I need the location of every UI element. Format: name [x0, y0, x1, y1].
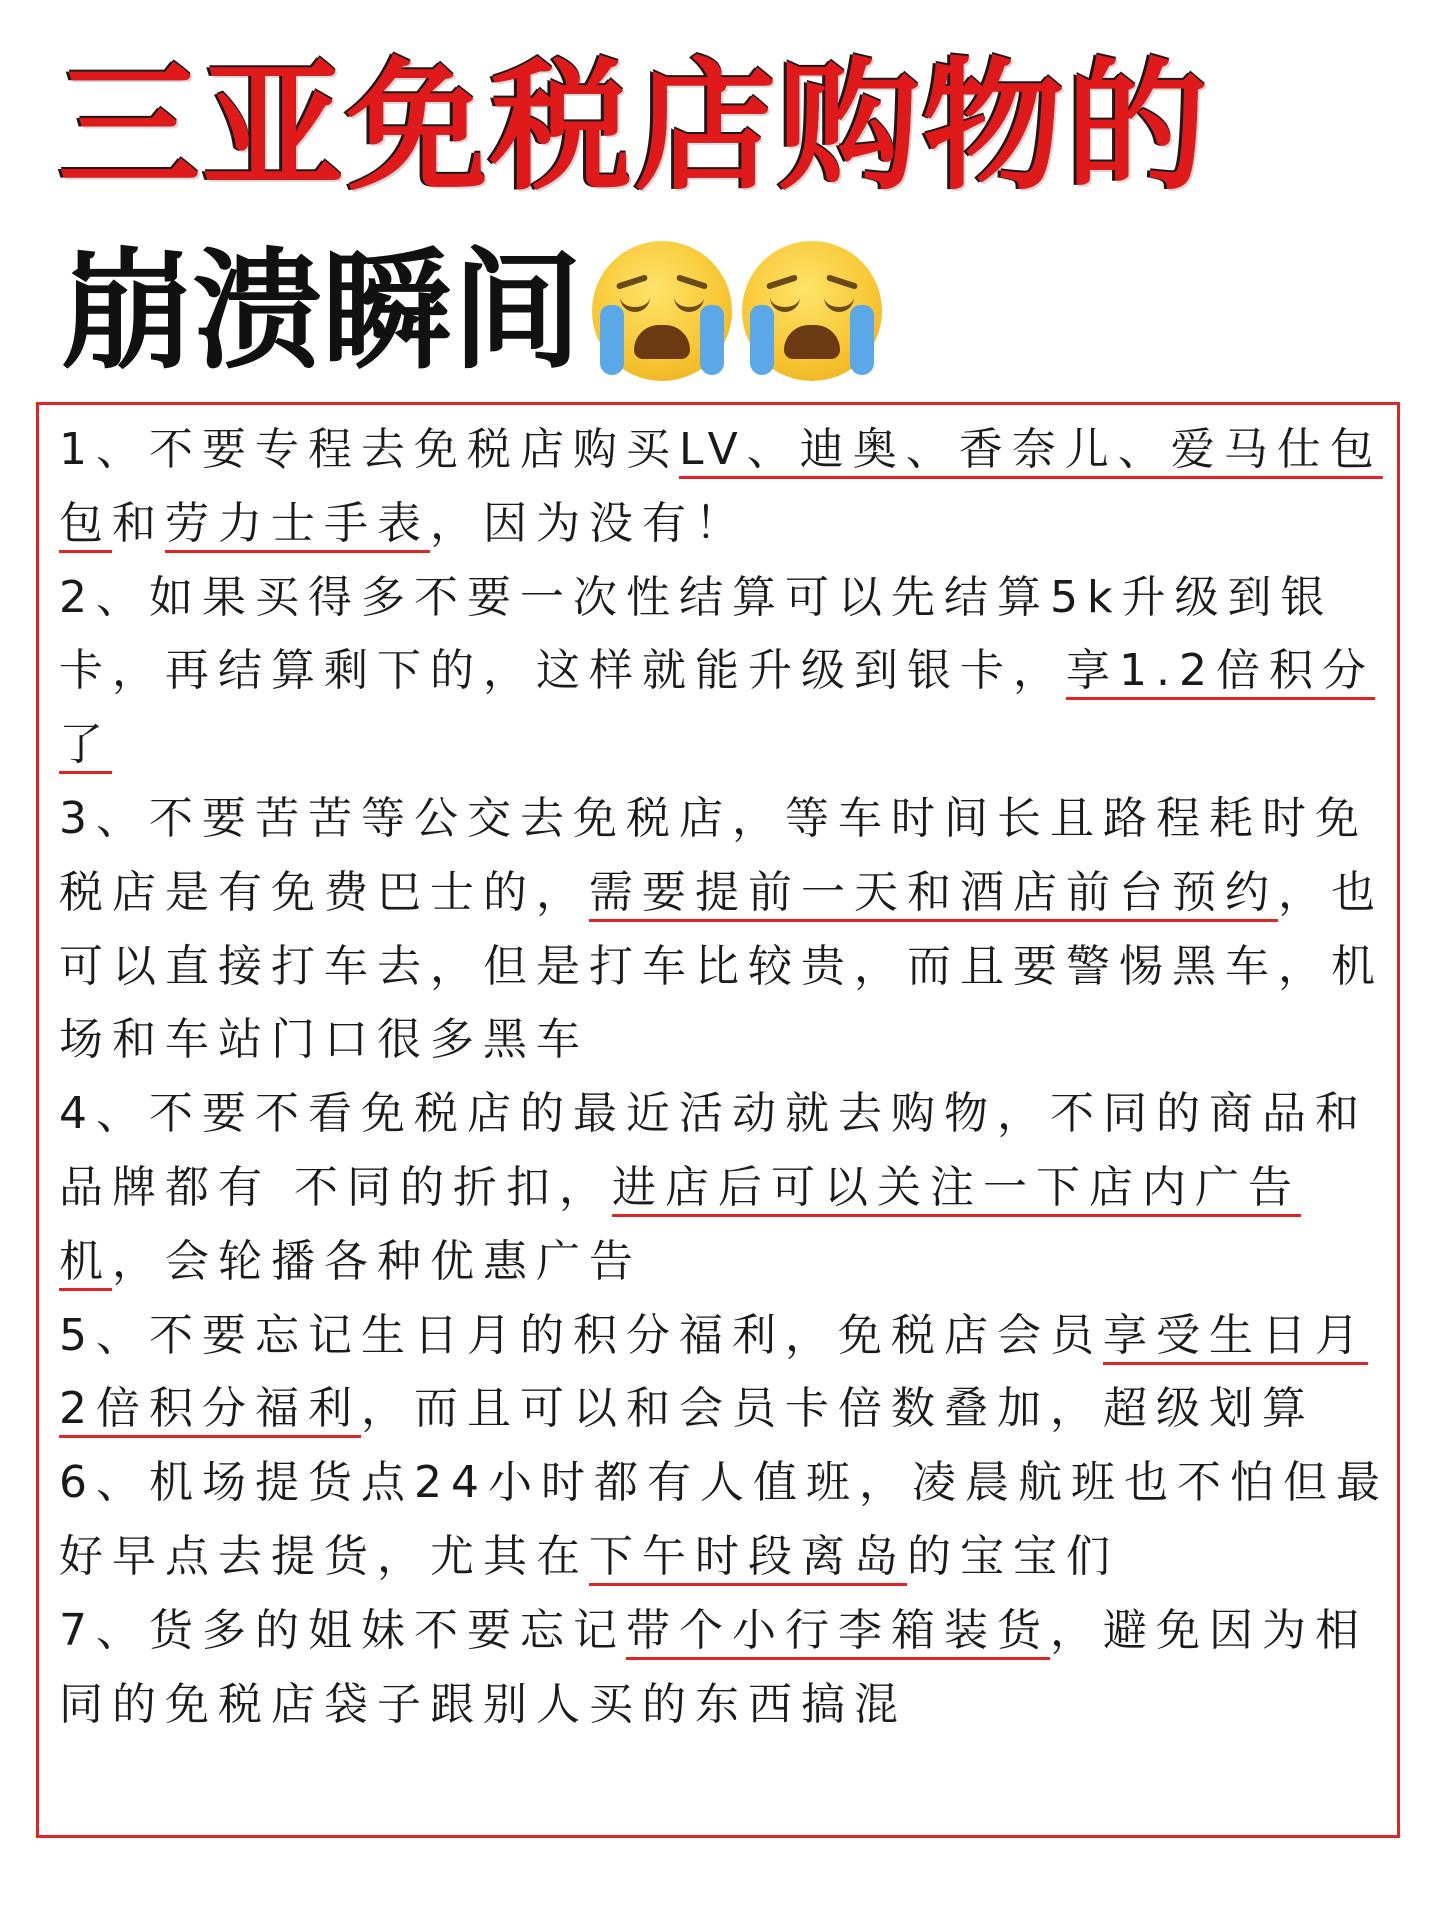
tip-text: 2、如果买得多不要一次性结算可以先结算5k升级到银卡，再结算剩下的，这样就能升级到银卡， — [59, 571, 1334, 697]
highlighted-text: 劳力士手表 — [165, 497, 430, 549]
tip-item-6 — [59, 1446, 1389, 1594]
highlighted-text: 需要提前一天和酒店前台预约 — [589, 866, 1278, 918]
tip-text: ，因为没有！ — [430, 497, 748, 549]
tip-text: 1、不要专程去免税店购买 — [59, 424, 679, 475]
tip-item-2 — [59, 561, 1389, 782]
tip-text: 的宝宝们 — [907, 1530, 1119, 1582]
highlighted-text: 进店后可以关注一下店内广告机 — [59, 1161, 1301, 1287]
tip-item-1 — [59, 413, 1389, 561]
tip-text: 5、不要忘记生日月的积分福利，免税店会员 — [59, 1309, 1103, 1361]
highlighted-text: 享1.2倍积分了 — [59, 645, 1375, 771]
tip-text: 7、货多的姐妹不要忘记 — [59, 1604, 626, 1656]
tips-list — [59, 413, 1389, 1741]
tip-text: ，而且可以和会员卡倍数叠加，超级划算 — [361, 1383, 1315, 1435]
tips-box — [36, 402, 1400, 1838]
tip-item-7 — [59, 1594, 1389, 1742]
tip-text: 3、不要苦苦等公交去免税店，等车时间长且路程耗时免税店是有免费巴士的， — [59, 792, 1368, 918]
tip-text: 4、不要不看免税店的最近活动就去购物，不同的商品和品牌都有 不同的折扣， — [59, 1088, 1368, 1213]
tip-text: ，也可以直接打车去，但是打车比较贵，而且要警惕黑车，机场和车站门口很多黑车 — [59, 866, 1384, 1066]
highlighted-text: 带个小行李箱装货 — [626, 1604, 1050, 1656]
tip-text: ，避免因为相同的免税店袋子跟别人买的东西搞混 — [59, 1604, 1368, 1730]
tip-text: 和 — [112, 497, 165, 549]
highlighted-text: 享受生日月2倍积分福利 — [59, 1309, 1368, 1435]
tip-item-4 — [59, 1077, 1389, 1298]
page-subtitle — [62, 236, 882, 386]
subtitle-text: 崩溃瞬间 — [62, 235, 583, 387]
page-title: 三亚免税店购物的 — [58, 45, 1210, 210]
tip-item-5 — [59, 1299, 1389, 1447]
tip-item-3 — [59, 782, 1389, 1077]
tip-text: 6、机场提货点24小时都有人值班，凌晨航班也不怕但最好早点去提货，尤其在 — [59, 1457, 1389, 1582]
crying-face-icon — [592, 241, 732, 381]
highlighted-text: LV、迪奥、香奈儿、爱马仕包包 — [59, 424, 1383, 549]
tip-text: ，会轮播各种优惠广告 — [112, 1235, 642, 1287]
highlighted-text: 下午时段离岛 — [589, 1530, 907, 1582]
crying-face-icon — [742, 241, 882, 381]
